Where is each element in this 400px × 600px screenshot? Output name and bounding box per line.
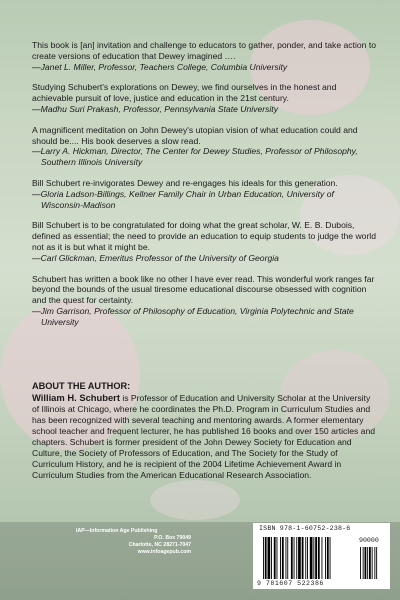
endorsement-quotes: [32, 40, 377, 338]
price-code: 90000: [359, 537, 379, 544]
barcode-bar: [265, 537, 267, 579]
barcode-bar: [313, 537, 314, 579]
barcode-bar: [325, 537, 326, 579]
publisher-website: www.infoagepub.com: [137, 549, 191, 555]
barcode-bar: [318, 537, 320, 579]
barcode-bar: [310, 537, 313, 579]
barcode-bar: [294, 537, 295, 579]
quote-text: Schubert has written a book like no other I have ever read. This wonderful work ranges far beyond the bounds of the usual tiresome educational discourse obsessed with cognition and the quest for certainty.: [32, 273, 375, 306]
endorsement-quote: [32, 220, 377, 263]
endorsement-quote: [32, 40, 377, 72]
quote-attribution: —Jim Garrison, Professor of Philosophy of Education, Virginia Polytechnic and State University: [32, 305, 354, 327]
barcode-bar: [302, 537, 304, 579]
publisher-info: [76, 528, 191, 556]
quote-text: This book is [an] invitation and challenge to educators to gather, ponder, and take action to create versions of education that Dewey imagined ….: [32, 40, 376, 61]
endorsement-quote: [32, 82, 377, 114]
barcode-bar: [271, 537, 272, 579]
barcode-bar: [263, 537, 264, 579]
barcode-bar: [277, 537, 278, 579]
barcode-bar: [287, 537, 288, 579]
barcode-addon-bar: [369, 547, 371, 579]
publisher-city: Charlotte, NC 28271-7047: [128, 542, 191, 548]
barcode-bar: [274, 537, 276, 579]
author-bio: is Professor of Education and University Scholar at the University of Illinois at Chicago, where he coordinates the Ph.D. Program in Curriculum Studies and has been recognized with several teaching and mentoring awards. A former elementary school teacher and frequent lecturer, he has published 16 books and over 150 articles and chapters. Schubert is former president of the John Dewey Society for Education and Culture, the Society of Professors of Education, and The Society for the Study of Curriculum History, and he is recipient of the 2004 Lifetime Achievement Award in Curriculum Studies from the American Educational Research Association.: [32, 393, 376, 480]
barcode-bar: [291, 537, 293, 579]
barcode-bar: [280, 537, 281, 579]
isbn-label: ISBN 978-1-60752-238-6: [259, 525, 351, 532]
barcode-digits: 9 781607 522386: [257, 580, 324, 587]
barcode-bar: [327, 537, 329, 579]
barcode-addon-bar: [372, 547, 373, 579]
endorsement-quote: [32, 125, 377, 168]
barcode-bar: [305, 537, 306, 579]
barcode-bar: [286, 537, 287, 579]
barcode-bar: [268, 537, 271, 579]
barcode-addon-bar: [376, 547, 377, 579]
isbn-barcode: [253, 523, 390, 589]
quote-attribution: —Madhu Suri Prakash, Professor, Pennsylvania State University: [32, 103, 278, 114]
barcode-bar: [282, 537, 284, 579]
endorsement-quote: [32, 274, 377, 328]
barcode-addon-bar: [374, 547, 375, 579]
quote-text: Studying Schubert's explorations on Dewey, we find ourselves in the honest and achievable pursuit of love, justice and education in the 21st century.: [32, 82, 337, 104]
publisher-name: IAP—Information Age Publishing: [76, 528, 158, 534]
about-the-author: [32, 381, 377, 481]
blossom-decoration: [150, 480, 240, 520]
barcode-bar: [322, 537, 323, 579]
quote-attribution: —Carl Glickman, Emeritus Professor of the University of Georgia: [32, 252, 279, 263]
author-name: William H. Schubert: [32, 392, 120, 403]
barcode-addon-bar: [363, 547, 364, 579]
quote-text: A magnificent meditation on John Dewey's utopian vision of what education could and should be.... His book deserves a slow read.: [32, 124, 358, 146]
barcode-addon-bar: [365, 547, 367, 579]
quote-text: Bill Schubert re-invigorates Dewey and re-engages his ideals for this generation.: [32, 177, 338, 188]
quote-text: Bill Schubert is to be congratulated for doing what the great scholar, W. E. B. Dubois, defined as essential; the need to provide an education to equip students to judge the world not as it is but what it might be.: [32, 220, 376, 252]
barcode-bar: [307, 537, 308, 579]
barcode-bar: [298, 537, 301, 579]
barcode-bar: [296, 537, 297, 579]
barcode-addon-bar: [360, 547, 361, 579]
barcode-addon-bar: [367, 547, 368, 579]
barcode-bar: [330, 537, 331, 579]
quote-attribution: —Janet L. Miller, Professor, Teachers College, Columbia University: [32, 61, 288, 72]
quote-attribution: —Gloria Ladson-Billings, Kellner Family Chair in Urban Education, University of Wisconsin-Madison: [32, 188, 334, 210]
barcode-bar: [315, 537, 317, 579]
endorsement-quote: [32, 178, 377, 210]
publisher-po-box: P.O. Box 79049: [154, 535, 191, 541]
about-heading: ABOUT THE AUTHOR:: [32, 381, 131, 391]
quote-attribution: —Larry A. Hickman, Director, The Center for Dewey Studies, Professor of Philosophy, Southern Illinois University: [32, 146, 358, 168]
